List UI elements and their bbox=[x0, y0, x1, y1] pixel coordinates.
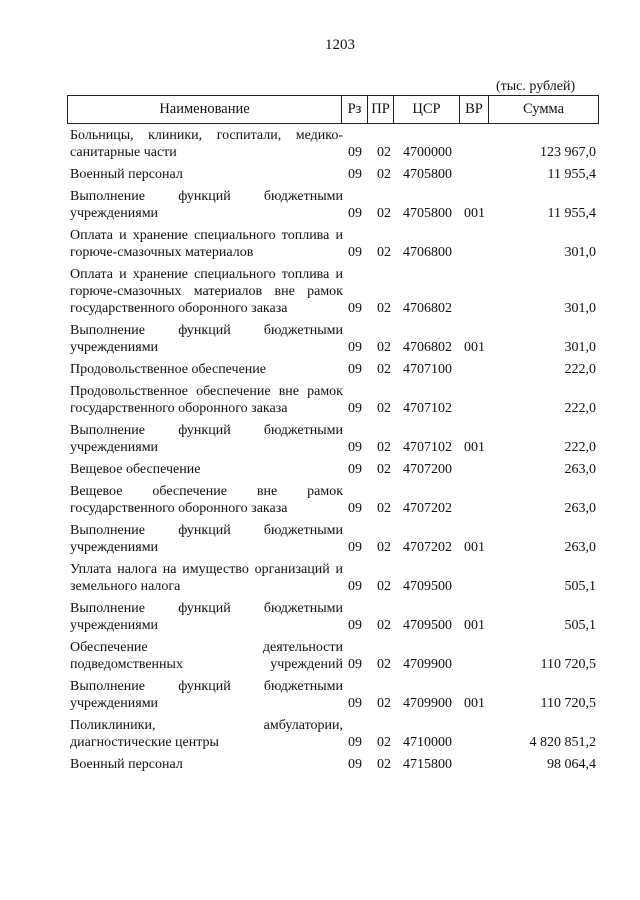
row-csr: 4709500 bbox=[403, 618, 452, 633]
header-sum: Сумма bbox=[489, 96, 599, 123]
row-rz: 09 bbox=[348, 301, 362, 316]
row-name: Продовольственное обеспечение вне рамок государственного оборонного заказа bbox=[70, 384, 343, 416]
table-row bbox=[70, 483, 600, 517]
table-row bbox=[70, 422, 600, 456]
row-pr: 02 bbox=[377, 462, 391, 477]
row-pr: 02 bbox=[377, 167, 391, 182]
row-csr: 4709900 bbox=[403, 657, 452, 672]
row-pr: 02 bbox=[377, 245, 391, 260]
table-row bbox=[70, 383, 600, 417]
row-name: Вещевое обеспечение вне рамок государственного оборонного заказа bbox=[70, 484, 343, 516]
row-name: Выполнение функций бюджетными учреждениями bbox=[70, 601, 343, 633]
row-pr: 02 bbox=[377, 618, 391, 633]
row-pr: 02 bbox=[377, 696, 391, 711]
row-csr: 4700000 bbox=[403, 145, 452, 160]
row-csr: 4707100 bbox=[403, 362, 452, 377]
row-rz: 09 bbox=[348, 206, 362, 221]
table-row bbox=[70, 166, 600, 183]
row-pr: 02 bbox=[377, 206, 391, 221]
row-rz: 09 bbox=[348, 696, 362, 711]
row-csr: 4715800 bbox=[403, 757, 452, 772]
table-row bbox=[70, 678, 600, 712]
row-sum: 301,0 bbox=[564, 245, 596, 260]
row-name: Обеспечение деятельности подведомственных учреждений bbox=[70, 640, 343, 672]
row-sum: 505,1 bbox=[564, 618, 596, 633]
row-rz: 09 bbox=[348, 340, 362, 355]
row-vr: 001 bbox=[464, 440, 485, 455]
row-pr: 02 bbox=[377, 440, 391, 455]
row-sum: 110 720,5 bbox=[540, 696, 596, 711]
row-name: Оплата и хранение специального топлива и горюче-смазочных материалов вне рамок государственного оборонного заказа bbox=[70, 267, 343, 316]
row-rz: 09 bbox=[348, 245, 362, 260]
row-sum: 263,0 bbox=[564, 462, 596, 477]
row-rz: 09 bbox=[348, 735, 362, 750]
row-csr: 4709500 bbox=[403, 579, 452, 594]
row-csr: 4707102 bbox=[403, 440, 452, 455]
row-pr: 02 bbox=[377, 501, 391, 516]
row-sum: 263,0 bbox=[564, 501, 596, 516]
table-row bbox=[70, 188, 600, 222]
row-pr: 02 bbox=[377, 657, 391, 672]
page-number: 1203 bbox=[325, 37, 355, 53]
row-sum: 4 820 851,2 bbox=[529, 735, 596, 750]
row-pr: 02 bbox=[377, 735, 391, 750]
row-rz: 09 bbox=[348, 501, 362, 516]
row-csr: 4709900 bbox=[403, 696, 452, 711]
row-vr: 001 bbox=[464, 696, 485, 711]
row-rz: 09 bbox=[348, 145, 362, 160]
row-pr: 02 bbox=[377, 579, 391, 594]
row-pr: 02 bbox=[377, 340, 391, 355]
row-name: Выполнение функций бюджетными учреждениями bbox=[70, 323, 343, 355]
row-name: Выполнение функций бюджетными учреждениями bbox=[70, 679, 343, 711]
header-csr: ЦСР bbox=[394, 96, 460, 123]
row-sum: 263,0 bbox=[564, 540, 596, 555]
row-csr: 4706802 bbox=[403, 301, 452, 316]
row-name: Вещевое обеспечение bbox=[70, 462, 201, 477]
row-csr: 4710000 bbox=[403, 735, 452, 750]
row-sum: 301,0 bbox=[564, 340, 596, 355]
row-name: Продовольственное обеспечение bbox=[70, 362, 266, 377]
row-name: Военный персонал bbox=[70, 167, 183, 182]
row-rz: 09 bbox=[348, 540, 362, 555]
row-name: Выполнение функций бюджетными учреждениями bbox=[70, 423, 343, 455]
row-vr: 001 bbox=[464, 206, 485, 221]
row-name: Больницы, клиники, госпитали, медико-санитарные части bbox=[70, 128, 343, 160]
row-csr: 4705800 bbox=[403, 167, 452, 182]
row-sum: 222,0 bbox=[564, 362, 596, 377]
row-sum: 11 955,4 bbox=[547, 167, 596, 182]
row-rz: 09 bbox=[348, 618, 362, 633]
row-name: Уплата налога на имущество организаций и земельного налога bbox=[70, 562, 343, 594]
row-pr: 02 bbox=[377, 362, 391, 377]
row-sum: 98 064,4 bbox=[547, 757, 596, 772]
table-row bbox=[70, 756, 600, 773]
row-rz: 09 bbox=[348, 462, 362, 477]
row-rz: 09 bbox=[348, 401, 362, 416]
row-sum: 123 967,0 bbox=[540, 145, 596, 160]
row-vr: 001 bbox=[464, 540, 485, 555]
header-name: Наименование bbox=[67, 96, 342, 123]
row-rz: 09 bbox=[348, 167, 362, 182]
row-name: Военный персонал bbox=[70, 757, 183, 772]
table-row bbox=[70, 266, 600, 317]
row-vr: 001 bbox=[464, 618, 485, 633]
table-row bbox=[70, 227, 600, 261]
row-csr: 4706802 bbox=[403, 340, 452, 355]
row-csr: 4707102 bbox=[403, 401, 452, 416]
row-pr: 02 bbox=[377, 540, 391, 555]
table-header bbox=[67, 95, 599, 124]
table-row bbox=[70, 639, 600, 673]
table-row bbox=[70, 127, 600, 161]
row-rz: 09 bbox=[348, 757, 362, 772]
units-label: (тыс. рублей) bbox=[496, 79, 576, 94]
row-csr: 4705800 bbox=[403, 206, 452, 221]
row-csr: 4706800 bbox=[403, 245, 452, 260]
row-pr: 02 bbox=[377, 757, 391, 772]
header-pr: ПР bbox=[368, 96, 394, 123]
table-body bbox=[70, 127, 600, 778]
header-vr: ВР bbox=[460, 96, 489, 123]
row-csr: 4707202 bbox=[403, 501, 452, 516]
row-name: Выполнение функций бюджетными учреждениями bbox=[70, 523, 343, 555]
table-row bbox=[70, 600, 600, 634]
table-row bbox=[70, 461, 600, 478]
table-row bbox=[70, 361, 600, 378]
row-sum: 505,1 bbox=[564, 579, 596, 594]
table-row bbox=[70, 561, 600, 595]
row-rz: 09 bbox=[348, 657, 362, 672]
row-vr: 001 bbox=[464, 340, 485, 355]
row-sum: 11 955,4 bbox=[547, 206, 596, 221]
row-rz: 09 bbox=[348, 362, 362, 377]
row-pr: 02 bbox=[377, 301, 391, 316]
table-row bbox=[70, 522, 600, 556]
row-name: Оплата и хранение специального топлива и горюче-смазочных материалов bbox=[70, 228, 343, 260]
row-rz: 09 bbox=[348, 440, 362, 455]
table-row bbox=[70, 322, 600, 356]
row-sum: 301,0 bbox=[564, 301, 596, 316]
row-sum: 222,0 bbox=[564, 440, 596, 455]
row-pr: 02 bbox=[377, 401, 391, 416]
row-name: Выполнение функций бюджетными учреждениями bbox=[70, 189, 343, 221]
row-csr: 4707200 bbox=[403, 462, 452, 477]
row-sum: 110 720,5 bbox=[540, 657, 596, 672]
header-rz: Рз bbox=[342, 96, 368, 123]
row-name: Поликлиники, амбулатории, диагностические центры bbox=[70, 718, 343, 750]
table-row bbox=[70, 717, 600, 751]
row-rz: 09 bbox=[348, 579, 362, 594]
row-csr: 4707202 bbox=[403, 540, 452, 555]
row-sum: 222,0 bbox=[564, 401, 596, 416]
row-pr: 02 bbox=[377, 145, 391, 160]
